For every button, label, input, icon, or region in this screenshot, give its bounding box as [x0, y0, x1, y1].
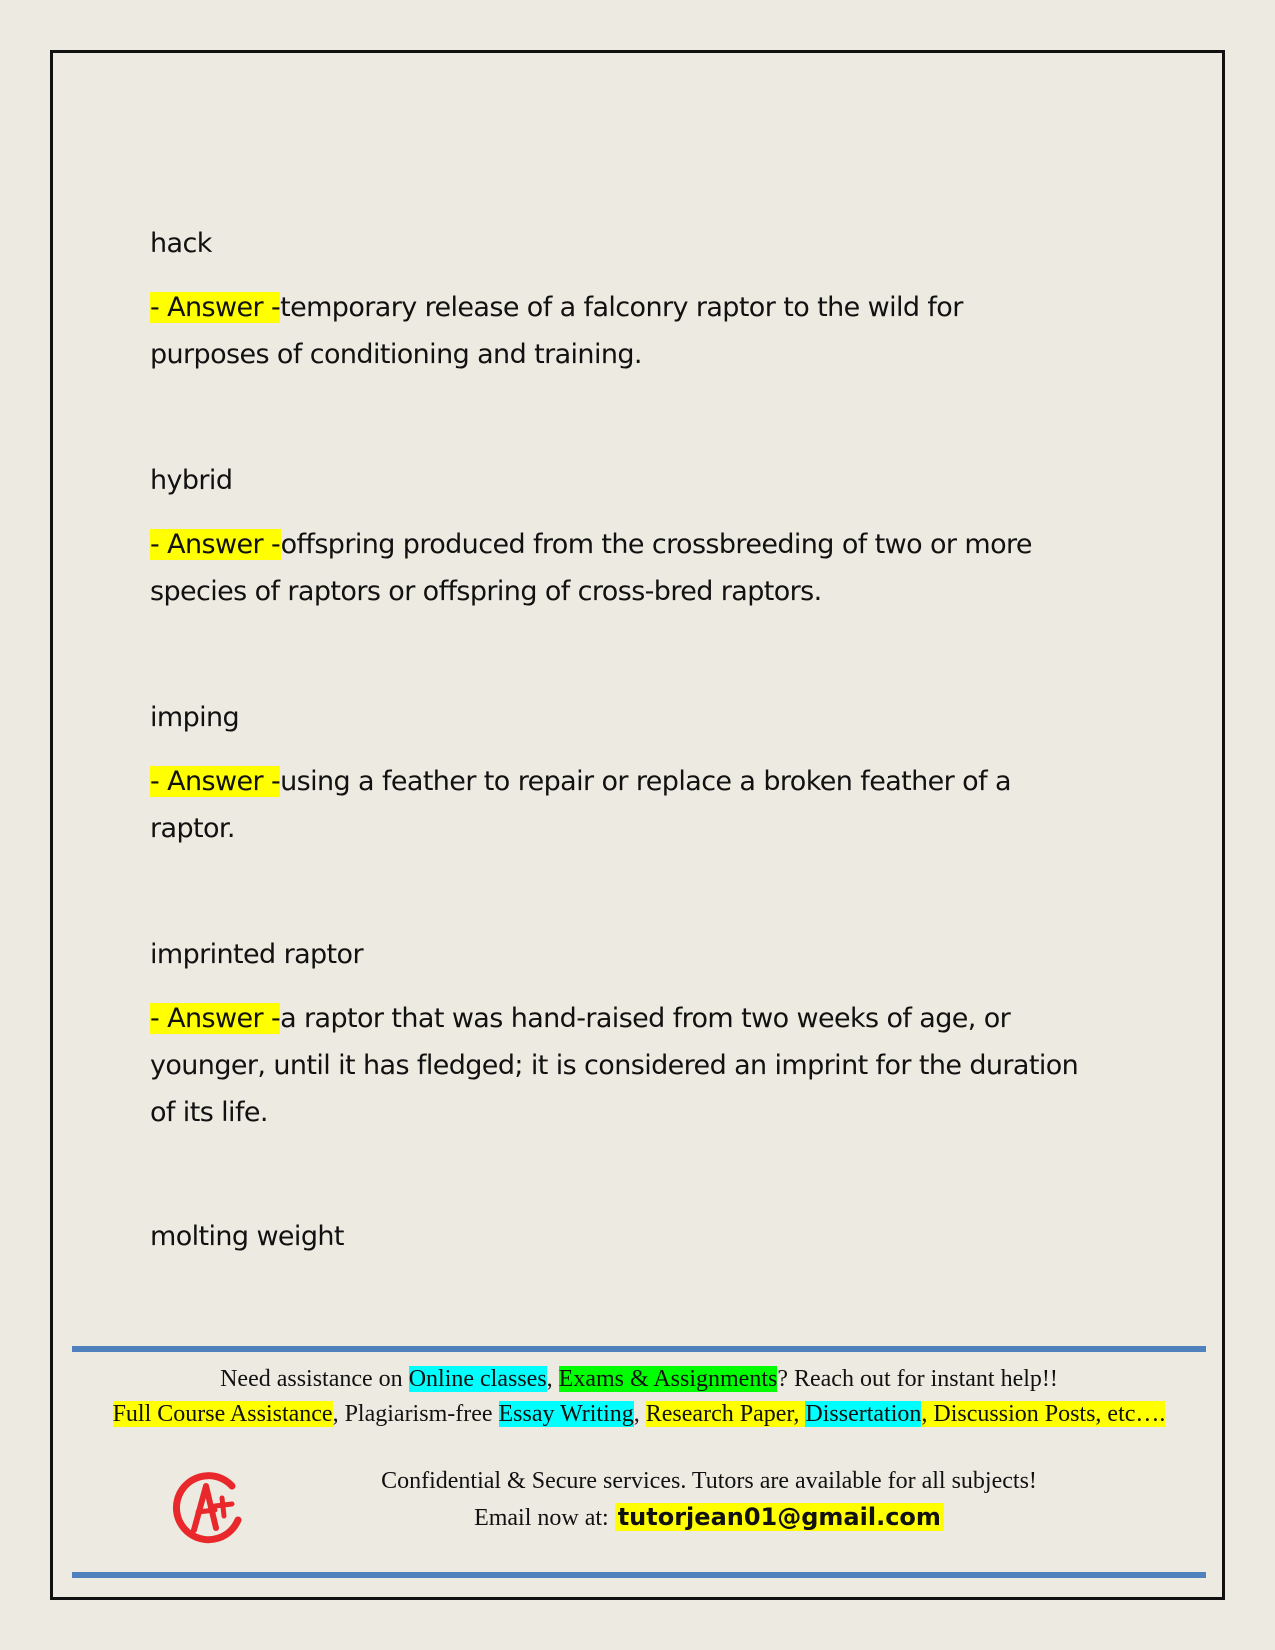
- term: hybrid: [150, 465, 233, 496]
- definition: - Answer -using a feather to repair or replace a broken feather of a raptor.: [150, 766, 1011, 844]
- answer-label: - Answer -: [150, 1003, 281, 1034]
- definition: - Answer -temporary release of a falconry raptor to the wild for purposes of conditioning and training.: [150, 292, 963, 370]
- term: imprinted raptor: [150, 939, 363, 970]
- footer-line-2: Full Course Assistance, Plagiarism-free Essay Writing, Research Paper, Dissertation, Discussion Posts, etc….: [112, 1401, 1166, 1427]
- footer-top-rule: [72, 1346, 1206, 1352]
- footer-line-3: Confidential & Secure services. Tutors are available for all subjects!: [381, 1468, 1037, 1494]
- definition: - Answer -a raptor that was hand-raised from two weeks of age, or younger, until it has fledged; it is considered an imprint for the duration of its life.: [150, 1003, 1079, 1128]
- flashcard-entry: [150, 220, 1130, 370]
- footer-line-4: Email now at: tutorjean01@gmail.com: [212, 1503, 1206, 1532]
- footer-bottom-rule: [72, 1572, 1206, 1578]
- footer-line-1: Need assistance on Online classes, Exams & Assignments? Reach out for instant help!!: [220, 1366, 1058, 1392]
- term: imping: [150, 702, 240, 733]
- flashcard-entry: [150, 694, 1130, 844]
- flashcard-entry: [150, 931, 1130, 1128]
- answer-label: - Answer -: [150, 766, 281, 797]
- email-link[interactable]: tutorjean01@gmail.com: [615, 1503, 944, 1531]
- term: molting weight: [150, 1221, 344, 1252]
- flashcard-entry: [150, 1213, 1130, 1260]
- term: hack: [150, 228, 212, 259]
- answer-label: - Answer -: [150, 292, 281, 323]
- a-plus-badge-icon: [170, 1468, 250, 1548]
- definition: - Answer -offspring produced from the crossbreeding of two or more species of raptors or offspring of cross-bred raptors.: [150, 529, 1032, 607]
- answer-label: - Answer -: [150, 529, 281, 560]
- flashcard-entry: [150, 457, 1130, 607]
